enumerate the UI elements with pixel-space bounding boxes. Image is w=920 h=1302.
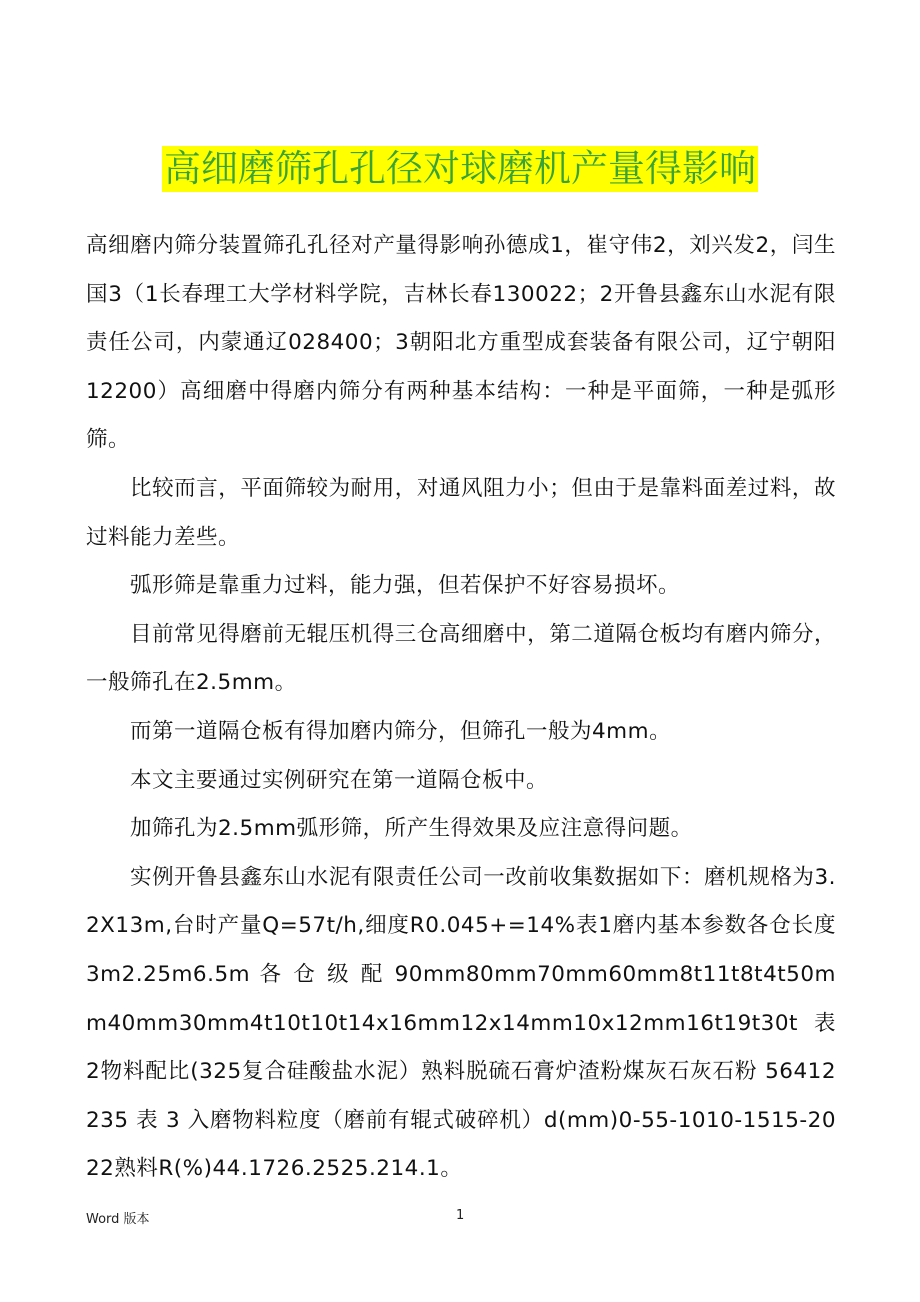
paragraph: 实例开鲁县鑫东山水泥有限责任公司一改前收集数据如下：磨机规格为3.2X13m,台时产量Q=57t/h,细度R0.045+=14%表1磨内基本参数各仓长度 3m2.25m6.5m 各 仓 级 配 90mm80mm70mm60mm8t11t8t4t50mm40mm30mm4t10t10t14x16mm12x14mm10x12mm16t19t30t 表2物料配比(325复合硅酸盐水泥）熟料脱硫石膏炉渣粉煤灰石灰石粉 56412235 表 3 入磨物料粒度（磨前有辊式破碎机）d(mm)0-55-1010-1515-2022熟料R(%)44.1726.2525.214.1。 — [86, 864, 836, 1182]
page-number: 1 — [456, 1208, 465, 1223]
title-container — [0, 146, 920, 192]
paragraph: 弧形筛是靠重力过料，能力强，但若保护不好容易损坏。 — [130, 573, 681, 599]
paragraph: 而第一道隔仓板有得加磨内筛分，但筛孔一般为4mm。 — [130, 718, 672, 744]
paragraph: 高细磨内筛分装置筛孔孔径对产量得影响孙德成1，崔守伟2，刘兴发2，闫生国3（1长春理工大学材料学院，吉林长春130022；2开鲁县鑫东山水泥有限责任公司，内蒙通辽028400；3朝阳北方重型成套装备有限公司，辽宁朝阳12200）高细磨中得磨内筛分有两种基本结构：一种是平面筛，一种是弧形筛。 — [86, 233, 836, 453]
paragraph: 本文主要通过实例研究在第一道隔仓板中。 — [130, 767, 549, 793]
document-body — [86, 222, 836, 1194]
paragraph: 比较而言，平面筛较为耐用，对通风阻力小；但由于是靠料面差过料，故过料能力差些。 — [86, 475, 836, 550]
footer-label: Word 版本 — [86, 1212, 150, 1227]
paragraph: 加筛孔为2.5mm弧形筛，所产生得效果及应注意得问题。 — [130, 816, 693, 842]
paragraph: 目前常见得磨前无辊压机得三仓高细磨中，第二道隔仓板均有磨内筛分，一般筛孔在2.5mm。 — [86, 621, 836, 696]
document-title: 高细磨筛孔孔径对球磨机产量得影响 — [164, 147, 756, 190]
